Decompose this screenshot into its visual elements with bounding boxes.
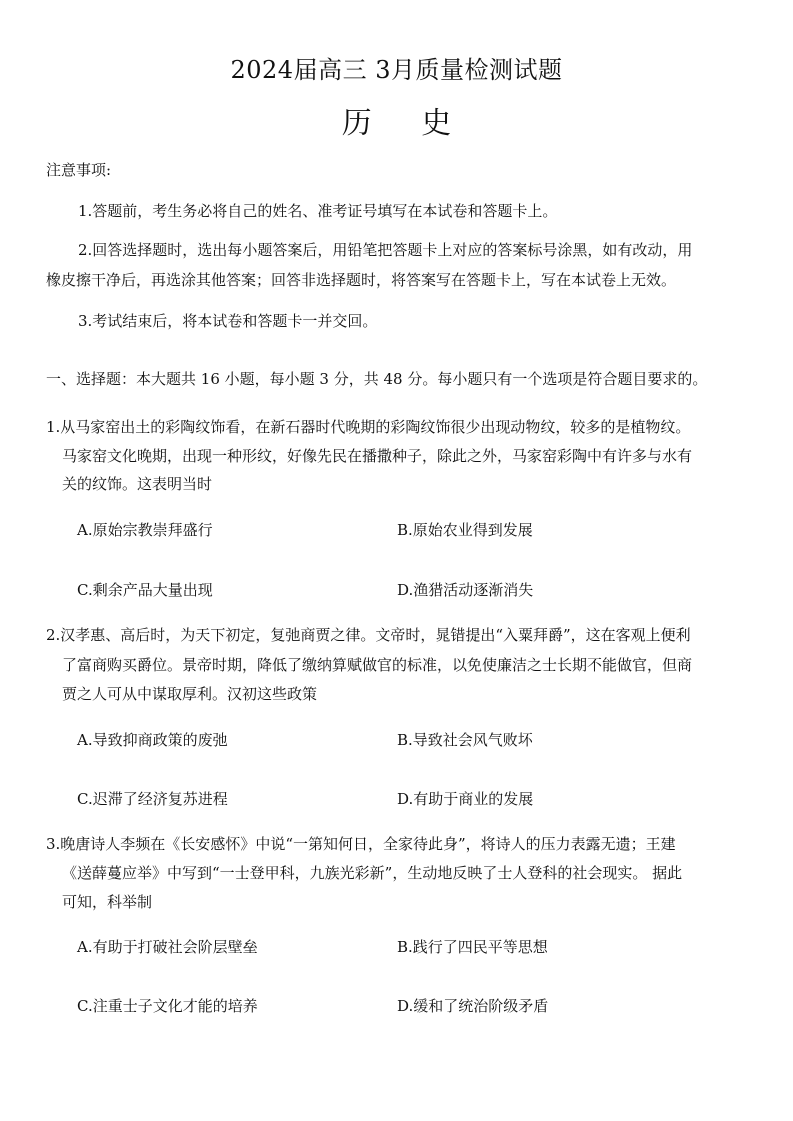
- question-2-option-c: C.迟滞了经济复苏进程: [77, 790, 228, 808]
- question-2-option-a: A.导致抑商政策的废弛: [77, 731, 228, 749]
- notice-item-1: 1.答题前，考生务必将自己的姓名、准考证号填写在本试卷和答题卡上。: [78, 202, 558, 220]
- question-2-option-d: D.有助于商业的发展: [397, 790, 534, 808]
- question-2-line-1: 2.汉孝惠、高后时，为天下初定，复弛商贾之律。文帝时，晁错提出“入粟拜爵”，这在客观上便利: [46, 626, 691, 644]
- notice-heading: 注意事项:: [46, 161, 112, 179]
- question-3-option-c: C.注重士子文化才能的培养: [77, 997, 258, 1015]
- notice-item-3: 3.考试结束后，将本试卷和答题卡一并交回。: [78, 312, 378, 330]
- section-heading: 一、选择题：本大题共 16 小题，每小题 3 分，共 48 分。每小题只有一个选项是符合题目要求的。: [46, 370, 708, 388]
- question-1-line-2: 马家窑文化晚期，出现一种形纹，好像先民在播撒种子，除此之外，马家窑彩陶中有许多与水有: [62, 447, 693, 465]
- exam-title: 2024届高三 3月质量检测试题: [230, 56, 563, 84]
- question-1-option-b: B.原始农业得到发展: [397, 521, 533, 539]
- question-3-line-3: 可知，科举制: [62, 893, 153, 911]
- question-1-option-c: C.剩余产品大量出现: [77, 581, 213, 599]
- notice-item-2: 2.回答选择题时，选出每小题答案后，用铅笔把答题卡上对应的答案标号涂黑，如有改动，用: [78, 241, 693, 259]
- question-1-option-a: A.原始宗教崇拜盛行: [77, 521, 213, 539]
- question-2-option-b: B.导致社会风气败坏: [397, 731, 533, 749]
- question-1-line-3: 关的纹饰。这表明当时: [62, 475, 213, 493]
- question-2-line-2: 了富商购买爵位。景帝时期，降低了缴纳算赋做官的标准，以免使廉洁之士长期不能做官，但商: [62, 656, 693, 674]
- question-3-option-a: A.有助于打破社会阶层壁垒: [77, 938, 258, 956]
- question-1-option-d: D.渔猎活动逐渐消失: [397, 581, 534, 599]
- question-1-line-1: 1.从马家窑出土的彩陶纹饰看，在新石器时代晚期的彩陶纹饰很少出现动物纹，较多的是植物纹。: [46, 418, 691, 436]
- subject-title: 历 史: [341, 106, 472, 141]
- notice-item-2-cont: 橡皮擦干净后，再选涂其他答案；回答非选择题时，将答案写在答题卡上，写在本试卷上无效。: [46, 271, 677, 289]
- question-3-option-d: D.缓和了统治阶级矛盾: [397, 997, 549, 1015]
- question-3-line-2: 《送薛蔓应举》中写到“一士登甲科，九族光彩新”，生动地反映了士人登科的社会现实。 据此: [62, 864, 683, 882]
- question-2-line-3: 贾之人可从中谋取厚利。汉初这些政策: [62, 685, 318, 703]
- question-3-line-1: 3.晚唐诗人李频在《长安感怀》中说“一第知何日，全家待此身”，将诗人的压力表露无遗；王建: [46, 835, 676, 853]
- question-3-option-b: B.践行了四民平等思想: [397, 938, 548, 956]
